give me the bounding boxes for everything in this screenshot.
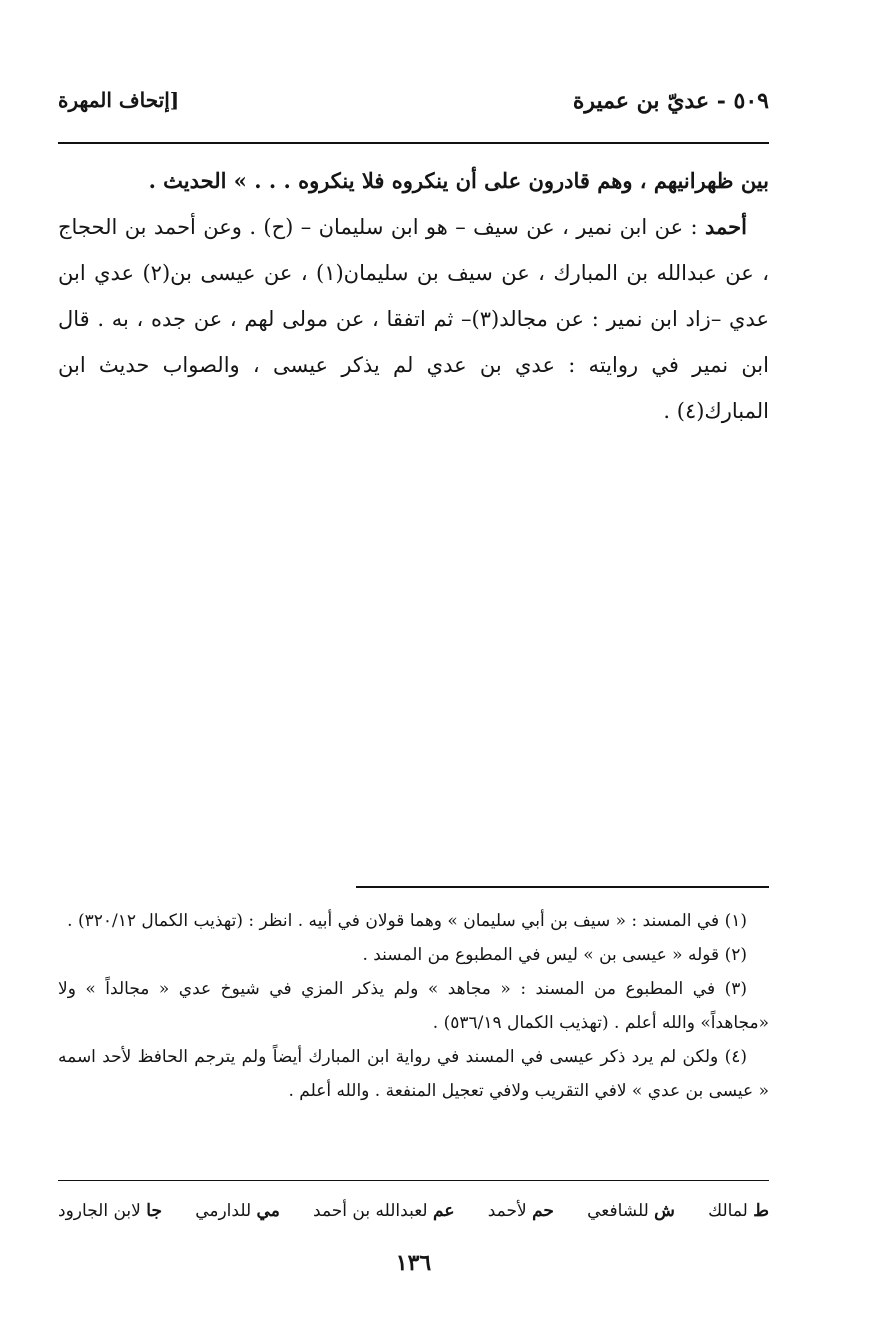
footnote-3: (٣) في المطبوع من المسند : « مجاهد » ولم يذكر المزي في شيوخ عدي « مجالداً » ولا «مجاهداً» والله أعلم . (تهذيب الكمال ٥٣٦/١٩) . [58,979,769,1033]
main-text [58,158,769,434]
entry-title: ٥٠٩ - عديّ بن عميرة [572,88,769,114]
source-name: أحمد [705,214,747,239]
running-header [58,88,769,122]
legend-item: حم لأحمد [487,1201,554,1221]
legend-item: ط لمالك [708,1201,769,1221]
footnote-2: (٢) قوله « عيسى بن » ليس في المطبوع من المسند . [362,945,747,965]
legend-divider [58,1180,769,1181]
hadith-ending: بين ظهرانيهم ، وهم قادرون على أن ينكروه فلا ينكروه . . . » الحديث . [148,168,769,193]
header-divider [58,142,769,144]
isnad-text: : عن ابن نمير ، عن سيف – هو ابن سليمان – (ح) . وعن أحمد بن الحجاج ، عن عبدالله بن المبارك ، عن سيف بن سليمان(١) ، عن عيسى بن(٢) عدي ابن عدي –زاد ابن نمير : عن مجالد(٣)– ثم اتفقا ، عن مولى لهم ، عن جده ، به . قال ابن نمير في روايته : عدي بن عدي لم يذكر عيسى ، والصواب حديث ابن المبارك(٤) . [58,215,770,423]
legend-item: مي للدارمي [195,1201,280,1221]
isnad-paragraph [58,204,769,434]
abbreviation-legend [58,1196,769,1226]
book-title: [إتحاف المهرة [58,88,180,112]
legend-item: عم لعبدالله بن أحمد [313,1201,455,1221]
legend-item: ش للشافعي [587,1201,675,1221]
footnote-1: (١) في المسند : « سيف بن أبي سليمان » وهما قولان في أبيه . انظر : (تهذيب الكمال ٣٢٠/١٢) . [67,911,747,931]
page-number: ١٣٦ [395,1250,432,1276]
legend-item: جا لابن الجارود [58,1201,162,1221]
footnotes-divider [356,886,769,888]
footnote-4: (٤) ولكن لم يرد ذكر عيسى في المسند في رواية ابن المبارك أيضاً ولم يترجم الحافظ لأحد اسمه « عيسى بن عدي » لافي التقريب ولافي تعجيل المنفعة . والله أعلم . [58,1047,769,1101]
footnotes [58,904,769,1108]
